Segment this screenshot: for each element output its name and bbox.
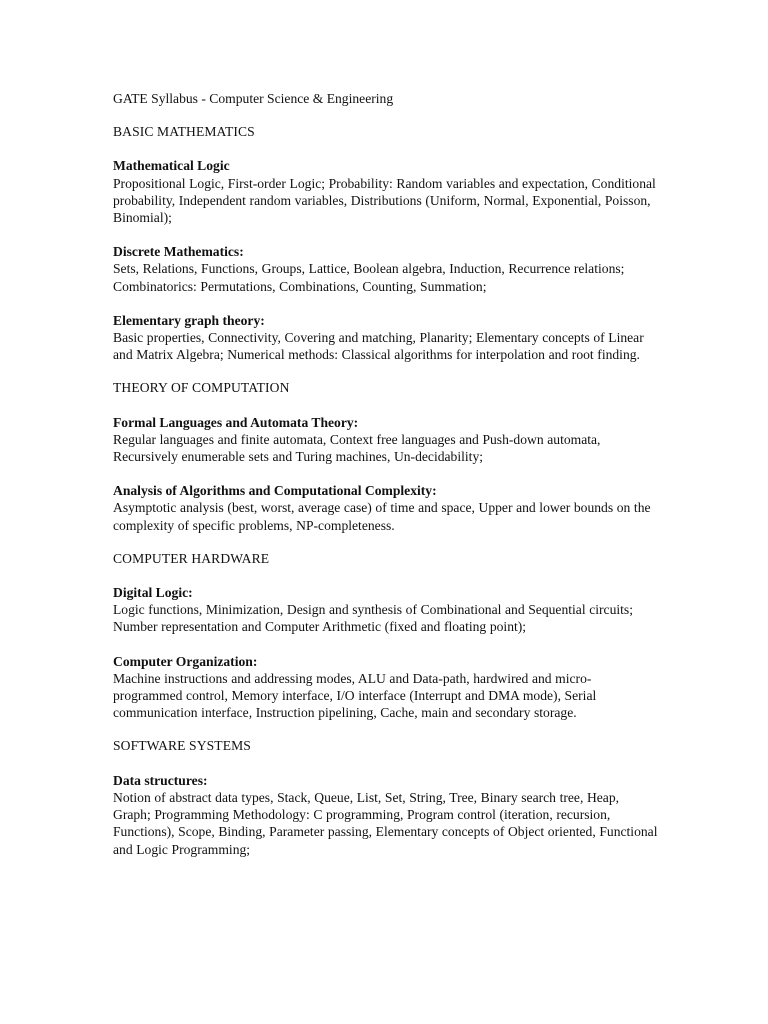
topic-heading: Discrete Mathematics: [113,244,244,260]
section-heading: COMPUTER HARDWARE [113,550,270,566]
section-theory-of-computation [113,379,658,533]
topic-heading: Formal Languages and Automata Theory: [113,414,359,430]
topic-computer-organization [113,653,658,722]
topic-heading: Analysis of Algorithms and Computational Complexity: [113,483,437,499]
topic-body: Basic properties, Connectivity, Covering and matching, Planarity; Elementary concepts of Linear and Matrix Algebra; Numerical methods: Classical algorithms for interpolation and root finding. [113,330,644,363]
topic-body: Propositional Logic, First-order Logic; Probability: Random variables and expectation, Conditional probability, Independent random variables, Distributions (Uniform, Normal, Exponential, Poisson, Binomial); [113,175,656,226]
topic-mathematical-logic [113,157,658,226]
topic-body: Regular languages and finite automata, Context free languages and Push-down automata, Recursively enumerable sets and Turing machines, Un-decidability; [113,431,601,465]
topic-body: Machine instructions and addressing modes, ALU and Data-path, hardwired and micro-programmed control, Memory interface, I/O interface (Interrupt and DMA mode), Serial communication interface, Instruction pipelining, Cache, main and secondary storage. [113,670,597,721]
topic-formal-languages [113,414,658,466]
section-software-systems [113,737,658,857]
topic-analysis-of-algorithms [113,482,658,534]
topic-heading: Digital Logic: [113,585,193,601]
section-computer-hardware [113,550,658,722]
topic-heading: Computer Organization: [113,653,258,669]
section-heading: THEORY OF COMPUTATION [113,380,290,396]
topic-body: Asymptotic analysis (best, worst, average case) of time and space, Upper and lower bounds on the complexity of specific problems, NP-completeness. [113,500,651,533]
section-basic-mathematics [113,123,658,363]
section-heading: SOFTWARE SYSTEMS [113,738,251,754]
topic-digital-logic [113,584,658,636]
topic-body: Logic functions, Minimization, Design and synthesis of Combinational and Sequential circuits; Number representation and Computer Arithmetic (fixed and floating point); [113,602,633,635]
syllabus-document [113,90,658,874]
topic-heading: Data structures: [113,772,208,788]
topic-discrete-mathematics [113,243,658,295]
section-heading: BASIC MATHEMATICS [113,124,255,140]
topic-elementary-graph-theory [113,312,658,364]
topic-heading: Mathematical Logic [113,158,230,174]
document-title: GATE Syllabus - Computer Science & Engineering [113,91,394,106]
topic-body: Sets, Relations, Functions, Groups, Lattice, Boolean algebra, Induction, Recurrence relations; Combinatorics: Permutations, Combinations, Counting, Summation; [113,261,625,294]
topic-heading: Elementary graph theory: [113,312,265,328]
topic-body: Notion of abstract data types, Stack, Queue, List, Set, String, Tree, Binary search tree, Heap, Graph; Programming Methodology: C programming, Program control (iteration, recursion, Functions), Scope, Binding, Parameter passing, Elementary concepts of Object oriented, Functional and Logic Programming; [113,789,658,857]
topic-data-structures [113,772,658,858]
